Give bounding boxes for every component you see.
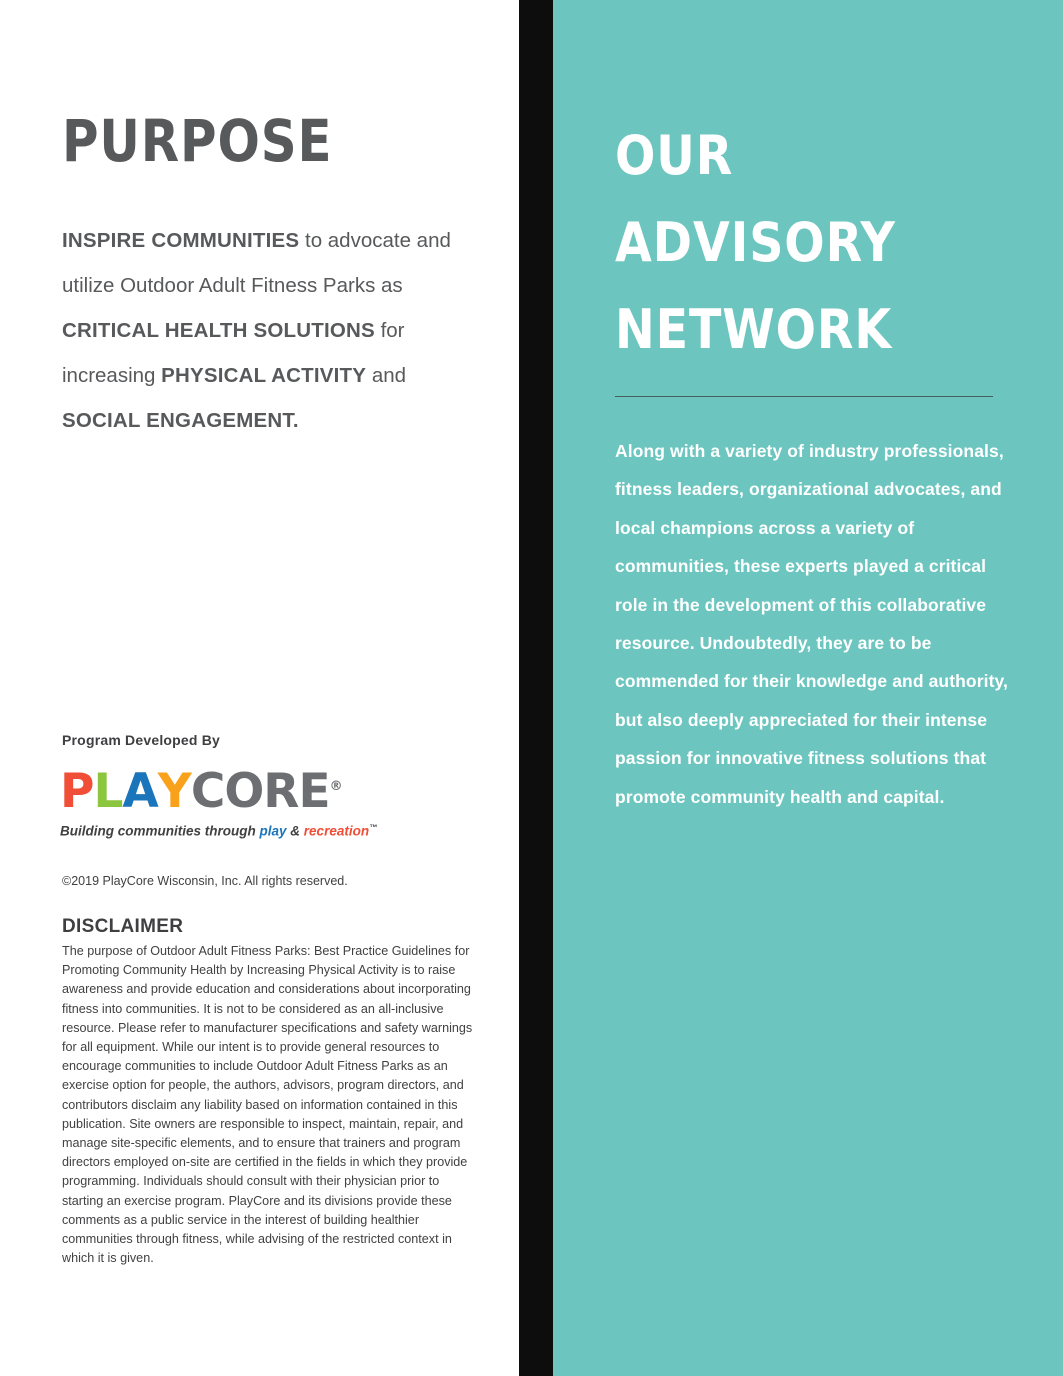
advisory-network-heading bbox=[615, 112, 896, 373]
tagline-part-1: Building bbox=[60, 823, 118, 839]
heading-line-1: OUR bbox=[615, 124, 734, 187]
heading-line-2: ADVISORY bbox=[615, 211, 896, 274]
tagline-part-5: & bbox=[286, 823, 304, 839]
page-divider-bar bbox=[519, 0, 553, 1376]
tagline-part-2: communities bbox=[117, 823, 202, 839]
purpose-segment-2: to advocate and utilize Outdoor Adult Fitness Parks as bbox=[62, 229, 451, 297]
developed-by-label: Program Developed By bbox=[62, 732, 221, 748]
logo-letter-c: C bbox=[190, 764, 225, 819]
logo-letter-l: L bbox=[93, 764, 123, 819]
advisory-network-text: Along with a variety of industry professionals, fitness leaders, organizational advocates, and local champions across a variety of communities, these experts played a critical role in the development of this collaborative resource. Undoubtedly, they are to be commended for their knowledge and authority, but also deeply appreciated for their intense passion for innovative fitness solutions that promote community health and capital. bbox=[615, 441, 1009, 807]
disclaimer-text: The purpose of Outdoor Adult Fitness Parks: Best Practice Guidelines for Promoting Community Health by Increasing Physical Activity is to raise awareness and provide education and considerations about incorporating fitness into communities. It is not to be considered as an all-inclusive resource. Please refer to manufacturer specifications and safety warnings for all equipment. While our intent is to provide general resources to encourage communities to include Outdoor Adult Fitness Parks as an exercise option for people, the authors, advisors, program directors, and contributors disclaim any liability based on information contained in this publication. Site owners are responsible to inspect, maintain, repair, and manage site-specific elements, and to ensure that trainers and program directors employed on-site are certified in the fields in which they provide programming. Individuals should consult with their physician prior to starting an exercise program. PlayCore and its divisions provide these comments as a public service in the interest of building healthier communities through fitness, while advising of the restricted context in which it is given. bbox=[62, 944, 473, 1266]
right-column bbox=[553, 0, 1063, 1376]
left-column bbox=[0, 0, 519, 1376]
purpose-heading: PURPOSE bbox=[62, 107, 333, 175]
purpose-segment-3: CRITICAL HEALTH SOLUTIONS bbox=[62, 319, 375, 342]
tagline-part-4: play bbox=[259, 823, 287, 839]
playcore-tagline bbox=[60, 823, 378, 839]
registered-trademark-icon: ® bbox=[329, 779, 342, 795]
horizontal-rule bbox=[615, 396, 993, 397]
logo-letter-p: P bbox=[60, 764, 94, 819]
tagline-part-6: recreation bbox=[303, 823, 370, 839]
logo-letter-e: E bbox=[298, 764, 330, 819]
disclaimer-heading: DISCLAIMER bbox=[62, 916, 184, 937]
logo-letter-o: O bbox=[224, 764, 264, 819]
copyright-notice: ©2019 PlayCore Wisconsin, Inc. All rights reserved. bbox=[62, 874, 348, 888]
tagline-part-3: through bbox=[201, 823, 260, 839]
playcore-wordmark bbox=[60, 764, 360, 819]
playcore-logo bbox=[60, 764, 378, 839]
logo-letter-a: A bbox=[122, 764, 158, 819]
purpose-segment-6: and bbox=[366, 364, 407, 387]
purpose-segment-4: for increasing bbox=[62, 319, 405, 387]
purpose-segment-1: INSPIRE COMMUNITIES bbox=[62, 229, 300, 252]
tagline-tm-icon: ™ bbox=[369, 823, 378, 832]
logo-letter-y: Y bbox=[157, 764, 191, 819]
purpose-segment-5: PHYSICAL ACTIVITY bbox=[161, 364, 367, 387]
logo-letter-r: R bbox=[263, 764, 299, 819]
heading-line-3: NETWORK bbox=[615, 298, 893, 361]
purpose-segment-7: SOCIAL ENGAGEMENT. bbox=[62, 409, 299, 432]
purpose-statement bbox=[62, 218, 482, 443]
